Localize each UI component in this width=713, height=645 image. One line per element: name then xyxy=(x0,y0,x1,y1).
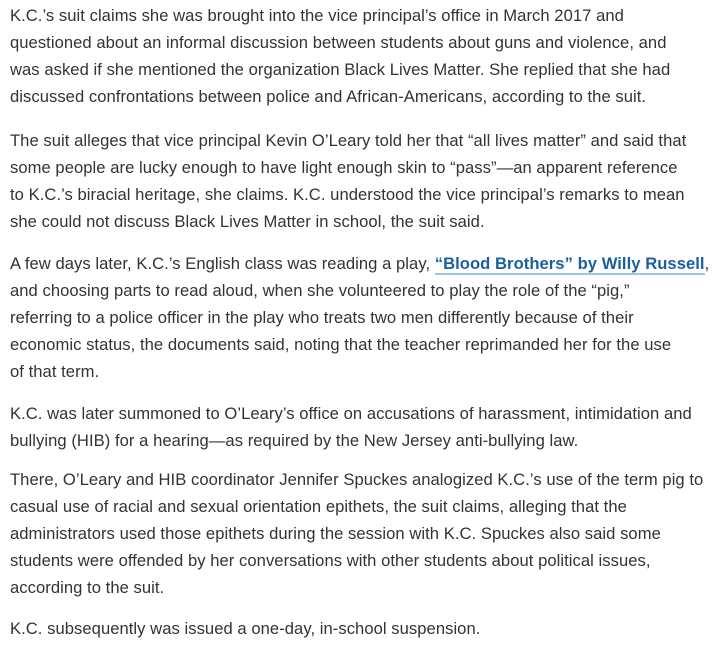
paragraph-line: to K.C.’s biracial heritage, she claims. K.C. understood the vice principal’s remarks to mean xyxy=(10,185,685,204)
paragraph-line: discussed confrontations between police and African-Americans, according to the suit. xyxy=(10,87,647,106)
paragraph-text: , xyxy=(704,254,710,273)
paragraph-text: A few days later, K.C.’s English class was reading a play, xyxy=(10,254,435,273)
paragraph-line: bullying (HIB) for a hearing—as required by the New Jersey anti-bullying law. xyxy=(10,431,579,450)
blood-brothers-link[interactable]: “Blood Brothers” by Willy Russell xyxy=(434,254,705,273)
paragraph-line: was asked if she mentioned the organization Black Lives Matter. She replied that she had xyxy=(10,60,671,79)
paragraph-line: and choosing parts to read aloud, when she volunteered to play the role of the “pig,” xyxy=(10,281,630,300)
paragraph-3 xyxy=(10,250,710,385)
paragraph-6 xyxy=(10,615,700,642)
paragraph-line: she could not discuss Black Lives Matter in school, the suit said. xyxy=(10,212,485,231)
paragraph-line: students were offended by her conversations with other students about political issues, xyxy=(10,551,651,570)
paragraph-line: casual use of racial and sexual orientation epithets, the suit claims, alleging that the xyxy=(10,497,627,516)
paragraph-line: some people are lucky enough to have light enough skin to “pass”—an apparent reference xyxy=(10,158,678,177)
paragraph-2 xyxy=(10,127,700,235)
paragraph-line-with-link xyxy=(10,250,710,277)
paragraph-line: of that term. xyxy=(10,362,100,381)
paragraph-1 xyxy=(10,2,700,110)
paragraph-line: questioned about an informal discussion between students about guns and violence, and xyxy=(10,33,667,52)
paragraph-line: economic status, the documents said, noting that the teacher reprimanded her for the use xyxy=(10,335,672,354)
paragraph-line: K.C.’s suit claims she was brought into the vice principal’s office in March 2017 and xyxy=(10,6,624,25)
paragraph-line: K.C. was later summoned to O’Leary’s office on accusations of harassment, intimidation and xyxy=(10,404,692,423)
paragraph-line: K.C. subsequently was issued a one-day, in-school suspension. xyxy=(10,619,481,638)
paragraph-4 xyxy=(10,400,700,454)
paragraph-line: administrators used those epithets during the session with K.C. Spuckes also said some xyxy=(10,524,661,543)
paragraph-line: according to the suit. xyxy=(10,578,165,597)
paragraph-5 xyxy=(10,466,704,601)
paragraph-line: referring to a police officer in the play who treats two men differently because of their xyxy=(10,308,634,327)
paragraph-line: There, O’Leary and HIB coordinator Jennifer Spuckes analogized K.C.’s use of the term pig to xyxy=(10,470,704,489)
paragraph-line: The suit alleges that vice principal Kevin O’Leary told her that “all lives matter” and said that xyxy=(10,131,687,150)
